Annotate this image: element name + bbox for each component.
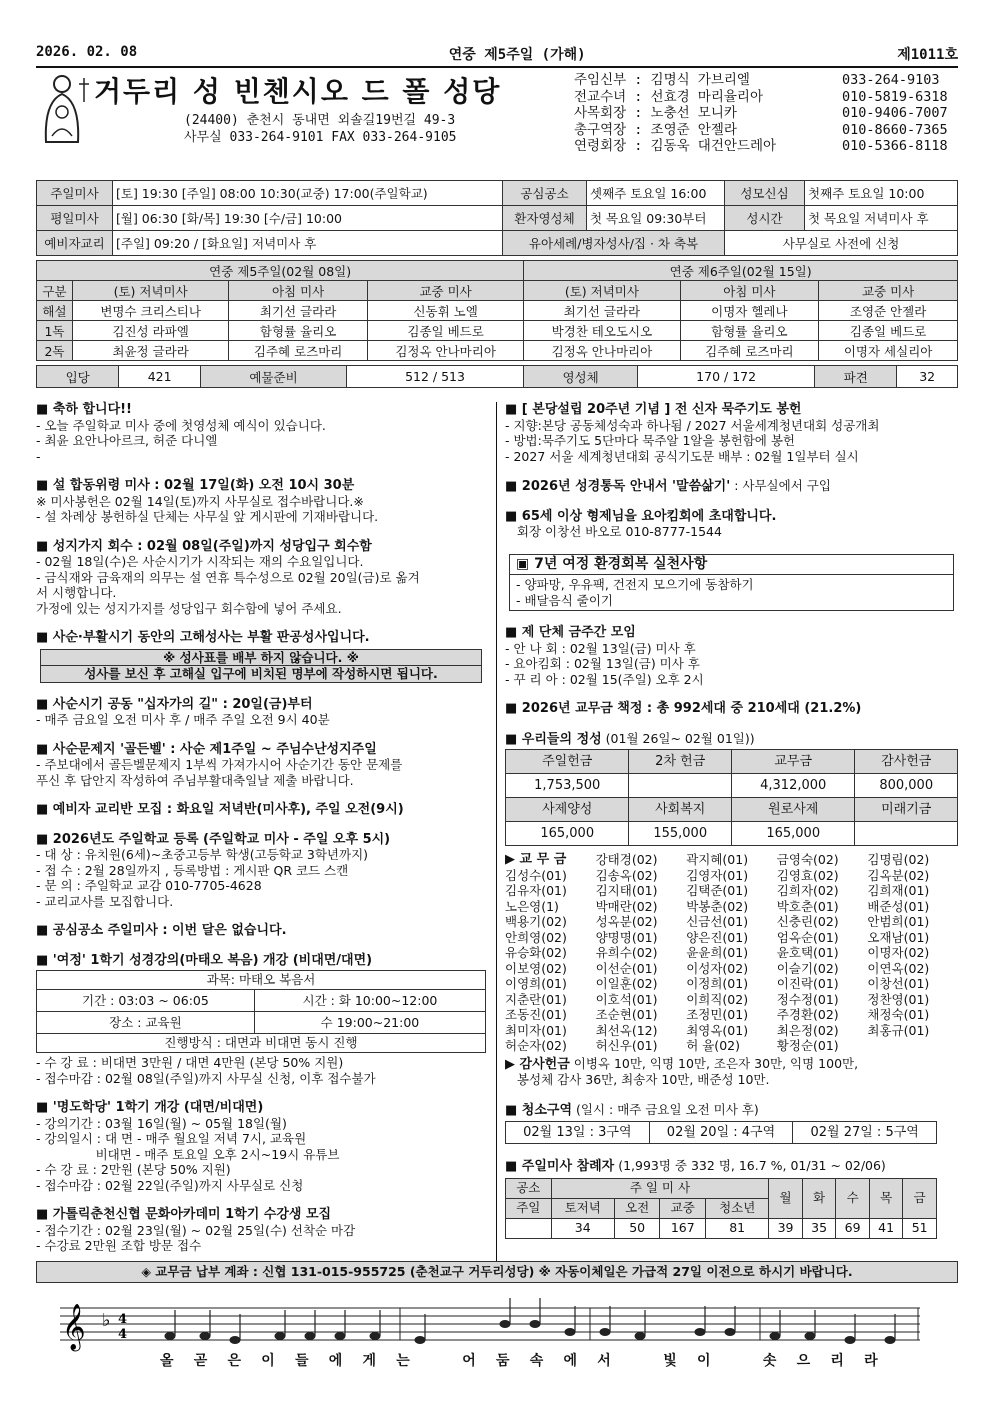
left-column — [36, 402, 497, 1268]
tithe-name: 이연옥(02) — [867, 960, 930, 976]
note-head — [335, 1333, 345, 1340]
svg-text:4: 4 — [118, 1312, 128, 1327]
thanks-offering: ▶ 감사헌금 이병옥 10만, 익명 10만, 조은자 30만, 익명 100만, 봉성체 감사 36만, 최송자 10만, 배준성 10만. — [505, 1055, 859, 1087]
cleaning-table: 02월 13일 : 3구역 02월 20일 : 4구역 02월 27일 : 5구역 — [505, 1121, 937, 1144]
table-row: 입당 421 예물준비 512 / 513 영성체 170 / 172 파견 32 — [37, 366, 958, 388]
notice-congratulations: ■ 축하 합니다!! - 오늘 주일학교 미사 중에 첫영성체 예식이 있습니다. - 최윤 요안나아르크, 허준 다니엘 - — [36, 402, 326, 464]
table-row: 예비자교리 [주일] 09:20 / [화요일] 저녁미사 후 유아세례/병자성사/집 · 차 축복 사무실로 사전에 신청 — [37, 231, 958, 256]
tithe-name: 조순현(01) — [595, 1007, 658, 1022]
note-head — [565, 1329, 575, 1336]
note-head — [770, 1333, 780, 1340]
tithe-name: 최미자(01) — [505, 1022, 567, 1038]
tithe-names — [505, 852, 958, 1054]
lyric-syllable — [430, 1350, 444, 1370]
tithe-name: 안범희(01) — [867, 914, 930, 929]
offering-table: 주일헌금 2차 헌금 교무금 감사헌금 1,753,500 4,312,000 800,000 사제양성 사회복지 원로사제 미래기금 165,000 155,000 165,000 — [505, 749, 958, 846]
staff-row: 총구역장 : 조영준 안젤라 010-8660-7365 — [574, 121, 948, 138]
offering-section: ■ 우리들의 정성 (01월 26일~ 02월 01일)) 주일헌금 2차 헌금 교무금 감사헌금 1,753,500 4,312,000 800,000 사제양성 사회복지 원로사제 미래기금 165,000 155,000 165,000 — [505, 731, 958, 847]
tithe-account-bar: ◈ 교무금 납부 계좌 : 신협 131-015-955725 (춘천교구 거두리성당) ※ 자동이체일은 가급적 27일 이전으로 하시기 바랍니다. — [36, 1261, 958, 1283]
tithe-name: 오재남(01) — [867, 929, 930, 945]
staff-row: 전교수녀 : 선효경 마리율리아 010-5819-6318 — [574, 88, 948, 105]
note-head — [695, 1329, 705, 1336]
notice-catechumen: ■ 예비자 교리반 모집 : 화요일 저녁반(미사후), 주일 오전(9시) — [36, 802, 404, 817]
notice-way-of-cross: ■ 사순시기 공동 "십자가의 길" : 20일(금)부터 - 매주 금요일 오전 미사 후 / 매주 주일 오전 9시 40분 — [36, 696, 330, 727]
table-row: 연중 제5주일(02월 08일) 연중 제6주일(02월 15일) — [37, 261, 958, 281]
tithe-name: 이슬기(02) — [776, 960, 839, 976]
notice-culture-academy: ■ 가톨릭춘천신협 문화아카데미 1학기 수강생 모집 - 접수기간 : 02월 23일(월) ~ 02월 25일(수) 선착순 마감 - 수강료 2만원 조합 방문 접수 — [36, 1207, 356, 1253]
notice-myeongdo-school: ■ '명도학당' 1학기 개강 (대면/비대면) - 강의기간 : 03월 16일(월) ~ 05월 18일(월) - 강의일시 : 대 면 - 매주 월요일 저녁 7시, 교육원 비대면 - 매주 토요일 오후 2시~19시 유튜브 - 수 강 료 : 2만원 (본당 50% 지원) - 접수마감 : 02월 22일(주일)까지 사무실로 신청 — [36, 1100, 340, 1193]
tithe-name: 박호춘(01) — [776, 898, 839, 914]
tithe-name: 안희영(02) — [505, 929, 567, 945]
svg-text:♭: ♭ — [102, 1310, 111, 1331]
tithe-name: 이성자(02) — [686, 960, 749, 976]
lyric-syllable: 리 — [830, 1353, 846, 1369]
table-row: 1독 김진성 라파엘 함형률 율리오 김종일 베드로 박경찬 테오도시오 함형률 율리오 김종일 베드로 — [37, 321, 958, 341]
lyric-syllable: 으 — [796, 1353, 813, 1369]
treble-clef-icon: 𝄞 — [62, 1304, 86, 1350]
tithe-name: 김유자(01) — [505, 883, 567, 898]
tithe-name: 곽지혜(01) — [686, 852, 749, 867]
tithe-name: 허순자(02) — [505, 1038, 567, 1053]
right-column — [497, 402, 958, 1268]
tithe-name: 이영희(01) — [505, 976, 567, 991]
note-head — [200, 1333, 210, 1340]
tithe-name: 윤윤희(01) — [686, 945, 749, 960]
tithe-name: 조정민(01) — [686, 1007, 749, 1022]
lyric-syllable: 어 — [462, 1353, 478, 1369]
notice-palm-collection: ■ 성지가지 회수 : 02월 08일(주일)까지 성당입구 회수함 - 02월 18일(수)은 사순시기가 시작되는 재의 수요일입니다. - 금식재와 금육재의 의무는 설 연휴 특수성으로 02월 20일(금)로 옮겨 서 시행합니다. 가정에 있는 성지가지를 성당입구 회수함에 넣어 주세요. — [36, 538, 420, 616]
tithe-name: 윤호택(01) — [776, 945, 839, 960]
tithe-name: 이명자(02) — [867, 945, 930, 960]
tithe-name: 이창선(01) — [867, 976, 930, 991]
note-head — [230, 1337, 240, 1344]
mass-schedule-table — [36, 180, 958, 256]
attendance-table: 공소 주 일 미 사 월 화 수 목 금 주일 토저녁 오전 교중 청소년 34 50 167 81 39 35 69 41 51 — [505, 1178, 937, 1239]
tithe-name: 이일훈(02) — [595, 976, 658, 991]
holy-family-logo-icon — [36, 72, 94, 148]
note-head — [275, 1333, 285, 1340]
lyric-syllable: 이 — [261, 1353, 277, 1369]
notice-tithe-rate: ■ 2026년 교무금 책정 : 총 992세대 중 210세대 (21.2%) — [505, 701, 862, 716]
tithe-name: 이정희(01) — [686, 976, 749, 991]
tithe-name: 이선순(01) — [595, 960, 658, 976]
table-row: 평일미사 [월] 06:30 [화/목] 19:30 [수/금] 10:00 환자영성체 첫 목요일 09:30부터 성시간 첫 목요일 저녁미사 후 — [37, 206, 958, 231]
note-head — [415, 1337, 425, 1344]
notice-gongso-mass: ■ 공심공소 주일미사 : 이번 달은 없습니다. — [36, 923, 287, 938]
liturgy-stats-table — [36, 365, 958, 388]
tithe-name: 김옥분(02) — [867, 867, 930, 883]
tithe-name: 허 율(02) — [686, 1038, 740, 1053]
sunday-title: 연중 제5주일 (가해) — [448, 47, 586, 63]
note-head — [635, 1333, 645, 1340]
tithe-name: 박봉춘(02) — [686, 898, 749, 914]
staff-row: 사목회장 : 노충선 모니카 010-9406-7007 — [574, 105, 948, 121]
tithe-name: 최은정(02) — [776, 1022, 839, 1038]
tithe-name: 이진락(01) — [776, 976, 839, 991]
issue-number: 제1011호 — [897, 47, 958, 63]
lyric-syllable: 에 — [328, 1353, 345, 1369]
environment-box: ▣ 7년 여정 환경회복 실천사항 - 양파망, 우유팩, 건전지 모으기에 동참하기 - 배달음식 줄이기 — [509, 554, 954, 612]
tithe-name: 박매란(02) — [595, 898, 658, 914]
lyric-syllable — [631, 1350, 645, 1370]
notice-bible-reading: ■ 2026년 성경통독 안내서 '말씀삶기' : 사무실에서 구입 — [505, 478, 831, 494]
date: 2026. 02. 08 — [36, 44, 138, 60]
tithe-name: 김영자(01) — [686, 867, 749, 883]
tithe-name: 김송옥(02) — [595, 867, 658, 883]
notice-group-meetings: ■ 제 단체 금주간 모임 - 안 나 회 : 02월 13일(금) 미사 후 - 요아킴회 : 02월 13일(금) 미사 후 - 꾸 리 아 : 02월 15(주일) 오후 2시 — [505, 625, 704, 687]
tithe-name: 성옥분(02) — [595, 914, 658, 929]
lector-table — [36, 260, 958, 361]
notice-goldenbell: ■ 사순문제지 '골든벨' : 사순 제1주일 ~ 주님수난성지주일 - 주보대에서 골든벨문제지 1부씩 가져가시어 사순기간 동안 문제를 푸신 후 답안지 작성하여 주님부활대축일날 제출 바랍니다. — [36, 741, 403, 788]
tithe-name: 신충린(02) — [776, 914, 839, 929]
tithe-name: 정수정(01) — [776, 991, 839, 1007]
svg-text:4: 4 — [118, 1327, 128, 1342]
tithe-name: 이호석(01) — [595, 991, 658, 1007]
lyrics-line — [160, 1350, 880, 1370]
tithe-name: 양명명(01) — [595, 929, 658, 945]
note-head — [845, 1337, 855, 1344]
tithe-name: 지춘란(01) — [505, 991, 567, 1007]
lyric-syllable: 게 — [362, 1353, 379, 1369]
tithe-name: 정찬영(01) — [867, 991, 930, 1007]
top-line — [36, 44, 958, 68]
lyric-syllable: 은 — [227, 1353, 244, 1369]
staff-row: 주임신부 : 김명식 가브리엘 033-264-9103 — [574, 72, 940, 88]
tithe-name: 배준성(01) — [867, 898, 930, 914]
lyric-syllable: 들 — [295, 1353, 311, 1369]
table-row: 해설 변명수 크리스티나 최기선 글라라 신동휘 노엘 최기선 글라라 이명자 헬레나 조영준 안젤라 — [37, 301, 958, 321]
lyric-syllable: 곧 — [193, 1353, 210, 1369]
tithe-name: 노은영(1) — [505, 898, 559, 914]
note-head — [600, 1329, 610, 1336]
tithe-name: 최홍규(01) — [867, 1022, 930, 1038]
tithe-name: 김성수(01) — [505, 867, 567, 883]
tithe-name: 주경환(02) — [776, 1007, 839, 1022]
tithe-name: 김희자(02) — [776, 883, 839, 898]
parish-title: 거두리 성 빈첸시오 드 폴 성당 — [94, 75, 502, 108]
notice-sunday-school: ■ 2026년도 주일학교 등록 (주일학교 미사 - 주일 오후 5시) - 대 상 : 유치원(6세)~초중고등부 학생(고등학교 3학년까지) - 접 수 : 2월 28일까지 , 등록방법 : 게시판 QR 코드 스캔 - 문 의 : 주일학교 교감 010-7705-4628 - 교리교사를 모집합니다. — [36, 831, 391, 909]
tithe-name: 최영옥(01) — [686, 1022, 749, 1038]
notice-joachim: ■ 65세 이상 형제님을 요아킴회에 초대합니다. 회장 이창선 바오로 010-8777-1544 — [505, 508, 777, 539]
table-row: 구분 (토) 저녁미사 아침 미사 교중 미사 (토) 저녁미사 아침 미사 교중 미사 — [37, 281, 958, 301]
tithe-name: 김희재(01) — [867, 883, 930, 898]
note-head — [165, 1333, 175, 1340]
confession-box: ※ 성사표를 배부 하지 않습니다. ※ 성사를 보신 후 고해실 입구에 비치된 명부에 작성하시면 됩니다. — [40, 649, 482, 683]
tithe-name: 김지태(01) — [595, 883, 658, 898]
staff-list — [574, 72, 948, 180]
lyric-syllable: 속 — [529, 1353, 546, 1369]
lyric-syllable: 는 — [396, 1353, 412, 1369]
tithe-name: 이보영(02) — [505, 960, 567, 976]
note-head — [805, 1333, 815, 1340]
note-head — [885, 1337, 895, 1344]
note-head — [370, 1333, 380, 1340]
tithe-name: 황정순(01) — [776, 1038, 839, 1053]
cleaning-section: ■ 청소구역 (일시 : 매주 금요일 오전 미사 후) 02월 13일 : 3구역 02월 20일 : 4구역 02월 27일 : 5구역 — [505, 1102, 958, 1145]
tithe-name: 엄옥순(01) — [776, 929, 839, 945]
tithe-name: 채정숙(01) — [867, 1007, 930, 1022]
table-row: 주일미사 [토] 19:30 [주일] 08:00 10:30(교중) 17:00(주일학교) 공심공소 셋째주 토요일 16:00 성모신심 첫째주 토요일 10:00 — [37, 181, 958, 206]
tithe-name: 유승화(02) — [505, 945, 567, 960]
lyric-syllable: 라 — [864, 1353, 880, 1369]
attendance-section: ■ 주일미사 참례자 (1,993명 중 332 명, 16.7 %, 01/31 ~ 02/06) 공소 주 일 미 사 월 화 수 목 금 주일 토저녁 오전 교중 청소년 34 50 167 81 39 35 69 41 51 — [505, 1158, 958, 1239]
note-head — [305, 1333, 315, 1340]
tithe-name: 허신우(01) — [595, 1038, 658, 1053]
tithe-name: 이희직(02) — [686, 991, 749, 1007]
lyric-syllable: 빛 — [663, 1353, 679, 1369]
lyric-syllable: 에 — [563, 1353, 579, 1369]
office-phone: 사무실 033-264-9101 FAX 033-264-9105 — [184, 130, 457, 145]
lyric-syllable — [731, 1350, 745, 1370]
tithe-name: 강태경(02) — [595, 852, 658, 867]
lyric-syllable: 이 — [696, 1353, 713, 1369]
tithe-name: 금영숙(02) — [776, 852, 839, 867]
lyric-syllable: 올 — [160, 1353, 176, 1369]
tithe-name: 김영효(02) — [776, 867, 839, 883]
tithe-name: 신금선(01) — [686, 914, 749, 929]
tithe-name: 최선옥(12) — [595, 1022, 658, 1038]
lyric-syllable: 둠 — [495, 1353, 512, 1369]
tithe-name: 조동진(01) — [505, 1007, 567, 1022]
lyric-syllable: 서 — [597, 1353, 613, 1369]
tithe-name: 김명림(02) — [867, 852, 930, 867]
staff-row: 연령회장 : 김동욱 대건안드레아 010-5366-8118 — [574, 138, 948, 154]
notice-lunar-memorial-mass: ■ 설 합동위령 미사 : 02월 17일(화) 오전 10시 30분 ※ 미사봉헌은 02월 14일(토)까지 사무실로 접수바랍니다.※ - 설 차례상 봉헌하실 단체는 사무실 앞 게시판에 기재바랍니다. — [36, 478, 379, 524]
tithe-name: 김택준(01) — [686, 883, 749, 898]
table-row: 2독 최윤정 글라라 김주혜 로즈마리 김정옥 안나마리아 김정옥 안나마리아 김주혜 로즈마리 이명자 세실리아 — [37, 341, 958, 361]
tithe-name-grid: ▶ 교 무 금 강태경(02) 곽지혜(01) 금영숙(02) 김명림(02) 김성수(01) 김송옥(02) 김영자(01) 김영효(02) 김옥분(02) 김유자(01) 김지태(01) 김택준(01) 김희자(02) 김희재(01) 노은영(1) 박매란(02) 박봉춘(02) 박호춘(01) 배준성(01) 백용기(02) 성옥분(02) 신금선(01) 신충린(02) 안범희(01) 안희영(02) 양명명(01) 양은진(01) 엄옥순(01) 오재남(01) 유승화(02) 유희수(02) 윤윤희(01) 윤호택(01) 이명자(02) 이보영(02) 이선순(01) 이성자(02) 이슬기(02) 이연옥(02) 이영희(01) 이일훈(02) 이정희(01) 이진락(01) 이창선(01) 지춘란(01) 이호석(01) 이희직(02) 정수정(01) 정찬영(01) 조동진(01) 조순현(01) 조정민(01) 주경환(02) 채정숙(01) 최미자(01) 최선옥(12) 최영옥(01) 최은정(02) 최홍규(01) 허순자(02) 허신우(01) 허 율(02) 황정순(01) — [505, 852, 958, 1054]
notice-confession: ■ 사순·부활시기 동안의 고해성사는 부활 판공성사입니다. ※ 성사표를 배부 하지 않습니다. ※ 성사를 보신 후 고해실 입구에 비치된 명부에 작성하시면 됩니다. — [36, 630, 486, 683]
notice-bible-lecture: ■ '여정' 1학기 성경강의(마태오 복음) 개강 (비대면/대면) 과목: 마태오 복음서 기간 : 03:03 ~ 06:05 시간 : 화 10:00~12:00 장소 : 교육원 수 19:00~21:00 진행방식 : 대면과 비대면 동시 진행 - 수 강 료 : 비대면 3만원 / 대면 4만원 (본당 50% 지원) - 접수마감 : 02월 08일(주일)까지 사무실 신청, 이후 접수불가 — [36, 953, 486, 1087]
tithe-name: 양은진(01) — [686, 929, 749, 945]
address: (24400) 춘천시 동내면 외솔길19번길 49-3 — [184, 113, 456, 128]
note-head — [725, 1329, 735, 1336]
lecture-table: 과목: 마태오 복음서 기간 : 03:03 ~ 06:05 시간 : 화 10:00~12:00 장소 : 교육원 수 19:00~21:00 진행방식 : 대면과 비대면 동시 진행 — [36, 970, 486, 1053]
notice-rosary: ■ [ 본당설립 20주년 기념 ] 전 신자 묵주기도 봉헌 - 지향:본당 공동체성숙과 하나됨 / 2027 서울세계청년대회 성공개최 - 방법:묵주기도 5단마다 묵주알 1알을 봉헌함에 봉헌 - 2027 서울 세계청년대회 공식기도문 배부 : 02월 1일부터 실시 — [505, 402, 880, 464]
tithe-name: 유희수(02) — [595, 945, 658, 960]
tithe-name: 백용기(02) — [505, 914, 567, 929]
lyric-syllable: 솟 — [762, 1353, 779, 1369]
header — [36, 72, 958, 180]
note-head — [530, 1321, 540, 1328]
note-head — [500, 1321, 510, 1328]
